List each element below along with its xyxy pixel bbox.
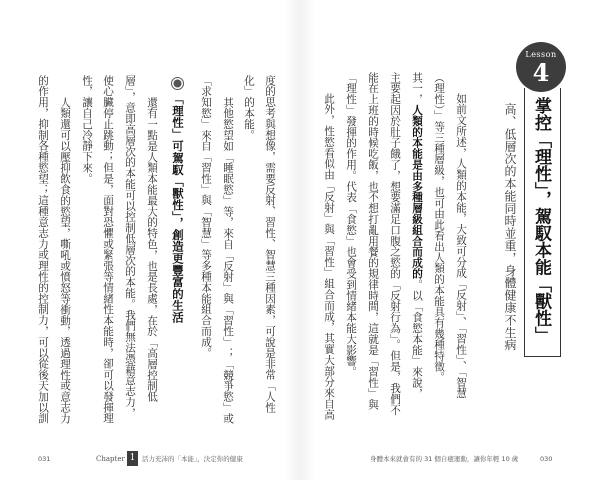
text-column [411,72,423,399]
chapter-number-badge: 1 [127,451,138,466]
text-column: 層」，意即高層次的本能可以控制低層次的本能。我們無法憑藉意志力， [124,75,136,419]
lesson-subtitle: 高、低層次的本能同時並重，身體健康不生病 [503,103,517,351]
page-gutter [284,0,316,480]
text-column: 此外，性慾看似由「反射」與「習性」組合而成，其實大部分來自高 [323,93,335,420]
text-column: 化」的本能。 [243,75,255,141]
text-column: 使心臟停止跳動；但是，面對恐懼或緊張等情緒性本能時，卻可以發揮理 [102,75,114,424]
text-column: 「理性」發揮的作用。代表「食慾」也會受到情緒本能大影響。 [345,72,357,378]
text-segment: 。以「食慾本能」來說， [411,279,423,400]
emphasis-text: 人類的本能是由多種層級組合而成的 [411,104,423,280]
text-column: 如前文所述，人類的本能，大致可分成「反射」、「習性」、「智慧 [455,93,467,399]
text-column: 還有一點是人類本能最大的特色，也是長處，在於「高層控制低 [146,97,158,403]
text-column: 度的思考與想像，需要反射、習性、智慧三種因素，可說是非常「人性 [264,75,276,413]
lesson-number: 4 [532,58,550,87]
text-column: 性，讓自己冷靜下來。 [81,75,93,184]
chapter-title: 活力充沛的「本能」，決定你的健康 [142,455,243,463]
text-segment: 其一， [411,72,423,105]
page-number-right: 030 [540,455,553,463]
section-heading: 「理性」可駕馭「獸性」，創造更豐富的生活 [171,93,185,324]
lesson-title: 掌控「理性」，駕馭本能「獸性」 [531,97,551,344]
text-column: 其他慾望如「睡眠慾」等，來自「反射」與「習性」；「競爭慾」或 [222,97,234,424]
text-column: 「求知慾」來自「習性」與「智慧」等多種本能組合而成。 [200,75,212,359]
bullet-icon [172,78,183,89]
lesson-badge [516,42,566,92]
page-number-left: 031 [38,455,51,463]
text-column: 主要起因於肚子餓了，想要滿足口腹之慾的「反射行為」。但是，我們不 [389,72,401,416]
chapter-label: Chapter [96,455,125,463]
text-column: 人類還可以壓抑飲食的慾望，嘶吼或憤怒等衝動，透過理性或意志力 [59,97,71,424]
lesson-label: Lesson [525,50,557,59]
book-title: 身體本來就會有的 31 個自癒運動，讓你年輕 10 歲 [370,455,519,463]
text-column: 能在上班的時候吃飯，也不想打亂用餐的規律時間，這就是「習性」與 [367,72,379,410]
text-column: 的作用，抑制各種慾望；這種意志力或理性的控制力，可以從後天加以訓 [37,75,49,424]
text-column: （理性）」等三種層級，也可由此看出人類的本能具有幾種特徵。 [433,72,445,383]
